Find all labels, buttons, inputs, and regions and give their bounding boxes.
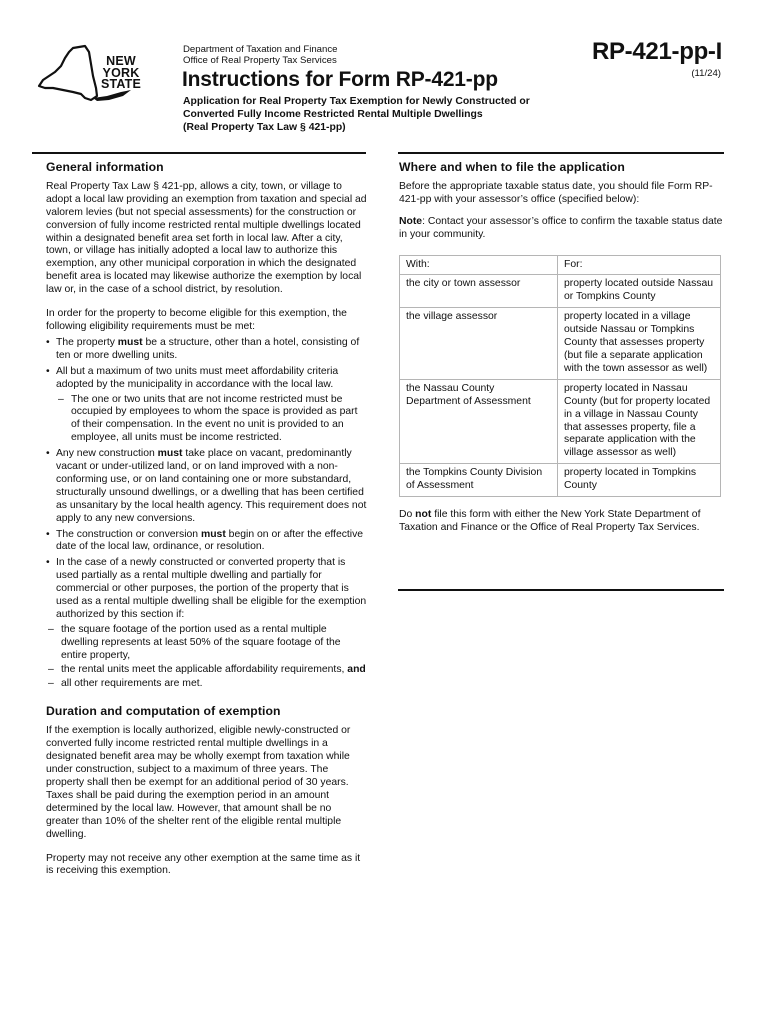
list-item	[46, 448, 367, 525]
table-cell: the Tompkins County Division of Assessment	[400, 464, 558, 497]
item-emphasis: must	[157, 448, 183, 460]
general-intro: Real Property Tax Law § 421-pp, allows a city, town, or village to adopt a local law providing an exemption from taxation and special ad valorem levies (but not special assessments) for the construction or conversion of fully income restricted rental multiple dwellings located within a designated benefit area set forth in local law. After a city, town, or village has initially adopted a local law to authorize this exemption, any other municipal corporation in which the designated benefit area is located may likewise authorize the exemption by local law or, in the case of a school district, by resolution.	[46, 180, 367, 296]
item-text: In the case of a newly constructed or converted property that is used partially as a rental multiple dwelling and partially for commercial or other purposes, the portion of the property that is used as a rental multiple dwelling shall be eligible for the exemption authorized by this section if:	[56, 557, 367, 620]
subtitle-line-2: Converted Fully Income Restricted Rental Multiple Dwellings	[183, 108, 483, 120]
dept-line-1: Department of Taxation and Finance	[183, 44, 338, 55]
list-item	[46, 529, 367, 555]
logo-line-2: YORK	[102, 65, 140, 80]
left-column	[46, 161, 367, 878]
duration-heading: Duration and computation of exemption	[46, 704, 281, 719]
dept-line-2: Office of Real Property Tax Services	[183, 54, 337, 66]
department-name	[183, 45, 337, 66]
assessor-table	[399, 255, 721, 498]
item-emphasis: must	[117, 336, 143, 348]
table-header-row	[400, 255, 721, 275]
footer-text: file this form with either the New York State Department of Taxation and Finance or the Office of Real Property Tax Services.	[399, 509, 701, 533]
table-row	[400, 308, 721, 380]
form-date: (11/24)	[691, 68, 721, 79]
sub-list-item	[46, 664, 367, 677]
sub-list-item: – The one or two units that are not income restricted must be occupied by employees to whom the space is provided as part of their compensation. In the event no unit is provided to an employee, all units must be income restricted.	[56, 394, 367, 446]
duration-paragraph-1: If the exemption is locally authorized, eligible newly-constructed or converted fully income restricted rental multiple dwellings in a designated benefit area may be wholly exempt from taxation while under construction, subject to a maximum of three years. The property shall then be exempt for an additional period of 30 years. Taxes shall be paid during the exemption period in an amount determined by the local law. However, that amount shall be no greater than 10% of the shelter rent of the eligible rental multiple dwelling.	[46, 725, 351, 840]
list-item	[46, 366, 367, 445]
filing-paragraph: Before the appropriate taxable status date, you should file Form RP-421-pp with your assessor’s office (specified below):	[399, 180, 713, 205]
form-id: RP-421-pp-I	[591, 38, 722, 65]
page-subtitle	[183, 96, 603, 134]
table-header-cell: For:	[558, 255, 721, 275]
item-emphasis: and	[347, 663, 366, 675]
table-row	[400, 275, 721, 308]
footer-emphasis: not	[415, 509, 432, 521]
logo-line-1: NEW	[106, 54, 136, 68]
sub-list-item: – the square footage of the portion used as a rental multiple dwelling represents at least 50% of the square footage of the entire property,	[46, 624, 367, 663]
logo-line-3: STATE	[100, 77, 142, 91]
table-cell: the city or town assessor	[400, 275, 558, 308]
right-column	[399, 161, 724, 535]
table-cell: property located outside Nassau or Tompkins County	[558, 275, 721, 308]
table-row	[400, 464, 721, 497]
general-heading: General information	[46, 160, 164, 174]
sub-list-item: – all other requirements are met.	[46, 678, 367, 691]
logo-text	[95, 56, 147, 91]
item-text: begin on or after the effective date of the local law, ordinance, or resolution.	[56, 528, 364, 553]
list-item	[46, 557, 367, 690]
item-text: be a structure, other than a hotel, consisting of ten or more dwelling units.	[56, 336, 360, 361]
page-title: Instructions for Form RP-421-pp	[182, 68, 498, 91]
item-emphasis: must	[200, 528, 226, 540]
rule-right-bottom	[398, 589, 724, 591]
footer-text: Do	[399, 509, 416, 521]
table-cell: property located in a village outside Nassau or Tompkins County that assesses property (but file a separate application with the town assessor as well)	[558, 308, 721, 380]
note-label: Note	[399, 215, 423, 227]
filing-note	[399, 216, 724, 242]
sub-list	[56, 394, 367, 446]
duration-paragraph-2: Property may not receive any other exemption at the same time as it is receiving this exemption.	[46, 852, 361, 877]
eligibility-list	[46, 337, 367, 691]
table-cell: property located in Nassau County (but for property located in a village in Nassau County that assesses property, file a separate application with the village assessor as well)	[558, 379, 721, 463]
table-header-cell: With:	[400, 255, 558, 275]
note-text: : Contact your assessor’s office to confirm the taxable status date in your community.	[399, 215, 723, 240]
table-cell: property located in Tompkins County	[558, 464, 721, 497]
item-text: All but a maximum of two units must meet affordability criteria adopted by the municipality in accordance with the local law.	[56, 365, 339, 390]
sub-list	[46, 624, 367, 691]
table-cell: the village assessor	[400, 308, 558, 380]
filing-heading: Where and when to file the application	[399, 160, 625, 174]
item-text: take place on vacant, predominantly vacant or under-utilized land, or on land improved with a non-conforming use, or on land containing one or more substandard, structurally unsound dwellings, or a dwelling that has been certified as unsanitary by the local health agency. This requirement does not apply to any new conversions.	[56, 448, 367, 524]
subtitle-line-3: (Real Property Tax Law § 421-pp)	[183, 121, 346, 133]
nys-logo	[33, 42, 151, 104]
item-text: the rental units meet the applicable affordability requirements,	[61, 663, 348, 675]
rule-right-top	[398, 152, 724, 154]
rule-left-top	[32, 152, 366, 154]
item-text: The construction or conversion	[56, 528, 201, 540]
list-item	[46, 337, 367, 363]
table-row	[400, 379, 721, 463]
item-text: Any new construction	[56, 448, 158, 460]
subtitle-line-1: Application for Real Property Tax Exemption for Newly Constructed or	[183, 96, 530, 107]
table-cell: the Nassau County Department of Assessment	[400, 379, 558, 463]
item-text: The property	[56, 336, 118, 348]
filing-footer	[399, 509, 724, 535]
eligibility-intro: In order for the property to become eligible for this exemption, the following eligibility requirements must be met:	[46, 308, 347, 332]
